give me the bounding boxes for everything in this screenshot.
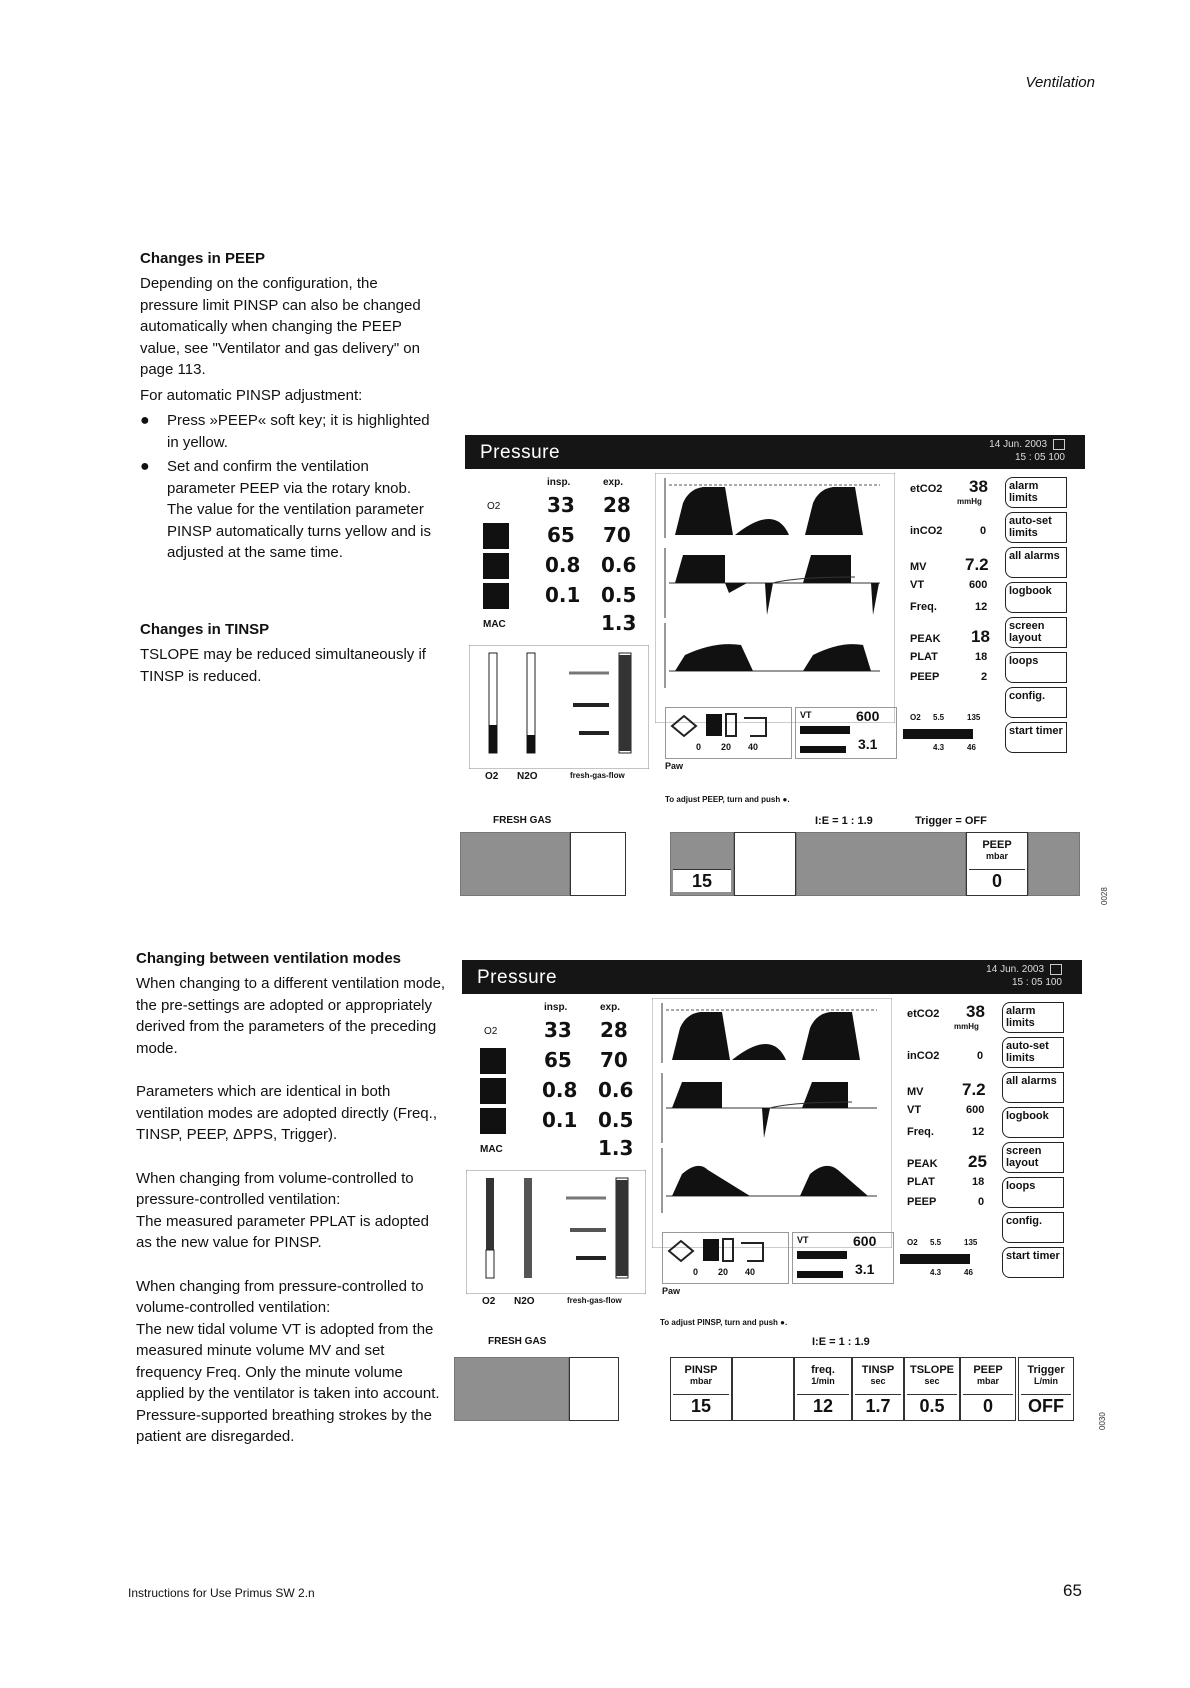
trigger-softkey-label: Trigger	[1027, 1364, 1065, 1376]
screen-layout-key[interactable]: screen layout	[1002, 1142, 1064, 1173]
o2-insp-value: 33	[547, 493, 575, 517]
paragraph: Parameters which are identical in both ventilation modes are adopted directly (Freq., TINSP, PEEP, ΔPPS, Trigger).	[136, 1083, 437, 1143]
vt-value: 600	[966, 1104, 985, 1116]
agent-color-block	[483, 523, 509, 549]
screen-title-bar	[465, 435, 1085, 469]
fresh-gas-label: FRESH GAS	[493, 815, 552, 826]
logbook-key[interactable]: logbook	[1002, 1107, 1064, 1138]
ventilator-screen-1	[465, 435, 1085, 905]
paragraph: When changing to a different ventilation mode, the pre-settings are adopted or appropriately derived from the parameters of the preceding mode.	[136, 975, 446, 1057]
volumeter-bar	[800, 746, 846, 753]
fresh-gas-softkey-2[interactable]	[570, 832, 626, 896]
peep-softkey-unit: mbar	[985, 851, 1008, 861]
fresh-gas-softkey[interactable]	[454, 1357, 569, 1421]
pinsp-value: 15	[673, 869, 731, 892]
all-alarms-key[interactable]: all alarms	[1005, 547, 1067, 578]
tslope-softkey[interactable]	[904, 1357, 960, 1421]
air-value-a: 4.3	[930, 1268, 942, 1277]
insp-label: insp.	[544, 1002, 568, 1013]
inco2-label: inCO2	[907, 1050, 940, 1062]
peep-softkey[interactable]	[960, 1357, 1016, 1421]
all-alarms-key[interactable]: all alarms	[1002, 1072, 1064, 1103]
air-supply-bar	[900, 1254, 970, 1264]
date-label: 14 Jun. 2003	[989, 439, 1047, 450]
agent2-exp-value: 0.5	[598, 1108, 634, 1132]
peep-label: PEEP	[907, 1196, 937, 1208]
paragraph: When changing from pressure-controlled to volume-controlled ventilation:	[136, 1277, 424, 1316]
etco2-value: 38	[969, 477, 988, 496]
scale-40: 40	[748, 742, 759, 752]
timing-softkeys[interactable]	[796, 832, 966, 896]
start-timer-key[interactable]: start timer	[1005, 722, 1067, 753]
paw-label: Paw	[665, 761, 684, 771]
o2-label: O2	[484, 1026, 498, 1037]
o2-bar-label: O2	[485, 771, 499, 782]
section-title-tinsp: Changes in TINSP	[140, 621, 270, 638]
adjust-hint: To adjust PINSP, turn and push ●.	[660, 1318, 788, 1327]
time-label: 15 : 05 100	[1011, 977, 1062, 988]
screen-layout-key[interactable]: screen layout	[1005, 617, 1067, 648]
date-time	[986, 963, 1062, 989]
config-key[interactable]: config.	[1002, 1212, 1064, 1243]
vt-panel-value: 600	[856, 708, 880, 724]
agent-color-block	[480, 1108, 506, 1134]
vt-value: 600	[969, 579, 988, 591]
o2-insp-value: 33	[544, 1018, 572, 1042]
o2-exp-value: 28	[603, 493, 631, 517]
section-title-modes: Changing between ventilation modes	[136, 950, 402, 967]
paragraph: The new tidal volume VT is adopted from the measured minute volume MV and set frequency Freq. Only the minute volume applied by the ventilator is taken into account. Pressure-supported breathing strokes by the patient are disregarded.	[136, 1320, 440, 1445]
waveform-display	[655, 473, 895, 723]
peep-softkey-label: PEEP	[973, 1364, 1003, 1376]
adjust-hint: To adjust PEEP, turn and push ●.	[665, 795, 790, 804]
etco2-label: etCO2	[910, 483, 943, 495]
agent2-insp-value: 0.1	[545, 583, 581, 607]
air-value-a: 4.3	[933, 743, 945, 752]
fresh-gas-softkey[interactable]	[460, 832, 570, 896]
mac-value: 1.3	[601, 611, 637, 635]
o2-cylinder-value: 5.5	[933, 713, 945, 722]
logbook-key[interactable]: logbook	[1005, 582, 1067, 613]
trigger-status: Trigger = OFF	[915, 815, 987, 827]
peep-value: 2	[981, 671, 988, 683]
vt-panel-label: VT	[797, 1235, 809, 1245]
air-value-b: 46	[964, 1268, 973, 1277]
fresh-gas-flow-label: fresh-gas-flow	[570, 771, 625, 780]
freq-label: Freq.	[910, 601, 937, 613]
bullet-item: ● Press »PEEP« soft key; it is highlighted in yellow.	[140, 410, 440, 453]
ventilator-screen-2	[462, 960, 1082, 1430]
waveform-display	[652, 998, 892, 1248]
plat-value: 18	[972, 1176, 985, 1188]
inco2-label: inCO2	[910, 525, 943, 537]
pinsp-softkey-label: PINSP	[684, 1364, 718, 1376]
o2-label: O2	[487, 501, 501, 512]
n2o-insp-value: 65	[544, 1048, 572, 1072]
auto-set-limits-key[interactable]: auto-set limits	[1005, 512, 1067, 543]
fresh-gas-label: FRESH GAS	[488, 1336, 547, 1347]
paragraph: When changing from volume-controlled to pressure-controlled ventilation:	[136, 1169, 414, 1208]
agent-color-block	[483, 553, 509, 579]
volumeter-value: 3.1	[855, 1261, 875, 1277]
peep-softkey[interactable]	[966, 832, 1028, 896]
exp-label: exp.	[600, 1002, 621, 1013]
tslope-softkey-label: TSLOPE	[909, 1364, 954, 1376]
section-title-peep: Changes in PEEP	[140, 250, 266, 267]
time-label: 15 : 05 100	[1014, 452, 1065, 463]
config-key[interactable]: config.	[1005, 687, 1067, 718]
mv-label: MV	[907, 1086, 924, 1098]
o2-exp-value: 28	[600, 1018, 628, 1042]
n2o-exp-value: 70	[600, 1048, 628, 1072]
volumeter-value: 3.1	[858, 736, 878, 752]
freq-softkey-unit: 1/min	[811, 1376, 835, 1386]
date-time	[989, 438, 1065, 464]
o2-bar-label: O2	[482, 1296, 496, 1307]
etco2-label: etCO2	[907, 1008, 940, 1020]
trigger-softkey[interactable]	[1028, 832, 1080, 896]
section-tinsp	[140, 621, 440, 691]
mac-label: MAC	[483, 619, 506, 630]
footer-title: Instructions for Use Primus SW 2.n	[128, 1586, 315, 1600]
fresh-gas-flow-label: fresh-gas-flow	[567, 1296, 622, 1305]
agent-exp-value: 0.6	[601, 553, 637, 577]
vt-bar	[797, 1251, 847, 1259]
page-number: 65	[1063, 1581, 1082, 1600]
pinsp-softkey[interactable]	[670, 1357, 732, 1421]
agent-insp-value: 0.8	[542, 1078, 578, 1102]
measured-values	[892, 998, 1002, 1298]
peak-label: PEAK	[910, 633, 941, 645]
alarm-limits-key[interactable]: alarm limits	[1002, 1002, 1064, 1033]
blank-softkey[interactable]	[732, 1357, 794, 1421]
mac-label: MAC	[480, 1144, 503, 1155]
inco2-value: 0	[977, 1050, 984, 1062]
agent2-exp-value: 0.5	[601, 583, 637, 607]
scale-40: 40	[745, 1267, 756, 1277]
gas-monitor	[465, 473, 655, 833]
breathing-circuit-icon	[666, 708, 791, 742]
agent-insp-value: 0.8	[545, 553, 581, 577]
n2o-exp-value: 70	[603, 523, 631, 547]
vt-bar	[800, 726, 850, 734]
pipeline-value: 135	[964, 1238, 978, 1247]
agent-color-block	[483, 583, 509, 609]
gas-monitor	[462, 998, 652, 1358]
peep-softkey-value: 0	[969, 869, 1025, 892]
loops-key[interactable]: loops	[1005, 652, 1067, 683]
bullet-item: ● Set and confirm the ventilation parameter PEEP via the rotary knob. The value for the ventilation parameter PINSP automatically turns yellow and is adjusted at the same time.	[140, 456, 440, 564]
mac-value: 1.3	[598, 1136, 634, 1160]
date-label: 14 Jun. 2003	[986, 964, 1044, 975]
ie-ratio: I:E = 1 : 1.9	[812, 1336, 870, 1348]
pinsp-softkey-value: 15	[673, 1394, 729, 1417]
ie-ratio: I:E = 1 : 1.9	[815, 815, 873, 827]
agent-exp-value: 0.6	[598, 1078, 634, 1102]
breathing-system-panel	[662, 1232, 789, 1284]
scale-0: 0	[693, 1267, 699, 1277]
scale-0: 0	[696, 742, 702, 752]
fresh-gas-softkey-2[interactable]	[569, 1357, 619, 1421]
n2o-bar-label: N2O	[514, 1296, 535, 1307]
start-timer-key[interactable]: start timer	[1002, 1247, 1064, 1278]
alarm-limits-key[interactable]: alarm limits	[1005, 477, 1067, 508]
tinsp-softkey-value: 1.7	[855, 1394, 901, 1417]
pipeline-value: 135	[967, 713, 981, 722]
battery-icon	[1050, 964, 1062, 975]
peep-softkey-value: 0	[963, 1394, 1013, 1417]
breathing-circuit-icon	[663, 1233, 788, 1267]
o2-label-small: O2	[907, 1238, 918, 1247]
plat-label: PLAT	[910, 651, 938, 663]
tinsp-softkey-unit: sec	[870, 1376, 886, 1386]
paragraph: TSLOPE may be reduced simultaneously if TINSP is reduced.	[140, 646, 426, 685]
o2-label-small: O2	[910, 713, 921, 722]
plat-value: 18	[975, 651, 988, 663]
paragraph: Depending on the configuration, the pressure limit PINSP can also be changed automatically when changing the PEEP value, see "Ventilator and gas delivery" on page 113.	[140, 275, 421, 378]
bullet-list	[140, 410, 440, 564]
plat-label: PLAT	[907, 1176, 935, 1188]
running-header: Ventilation	[1025, 74, 1095, 91]
freq-label: Freq.	[907, 1126, 934, 1138]
vt-panel	[792, 1232, 894, 1284]
figure-id: 0028	[1100, 887, 1109, 905]
air-supply-bar	[903, 729, 973, 739]
tinsp-softkey[interactable]	[852, 1357, 904, 1421]
insp-label: insp.	[547, 477, 571, 488]
exp-label: exp.	[603, 477, 624, 488]
peep-value: 0	[978, 1196, 985, 1208]
freq-softkey-value: 12	[797, 1394, 849, 1417]
etco2-value: 38	[966, 1002, 985, 1021]
paragraph: The measured parameter PPLAT is adopted as the new value for PINSP.	[136, 1212, 429, 1251]
peep-label: PEEP	[910, 671, 940, 683]
n2o-bar-label: N2O	[517, 771, 538, 782]
vt-panel-value: 600	[853, 1233, 877, 1249]
peak-label: PEAK	[907, 1158, 938, 1170]
scale-20: 20	[721, 742, 732, 752]
trigger-softkey-value: OFF	[1021, 1394, 1071, 1417]
screen-title-bar	[462, 960, 1082, 994]
agent-color-block	[480, 1048, 506, 1074]
paragraph: For automatic PINSP adjustment:	[140, 386, 363, 404]
loops-key[interactable]: loops	[1002, 1177, 1064, 1208]
freq-value: 12	[972, 1126, 985, 1138]
peep-softkey-unit: mbar	[976, 1376, 999, 1386]
peak-value: 25	[968, 1152, 987, 1171]
agent-color-block	[480, 1078, 506, 1104]
mv-value: 7.2	[965, 555, 989, 574]
mv-label: MV	[910, 561, 927, 573]
volumeter-bar	[797, 1271, 843, 1278]
vt-label: VT	[910, 579, 925, 591]
trigger-softkey-unit: L/min	[1034, 1376, 1058, 1386]
breathing-system-panel	[665, 707, 792, 759]
auto-set-limits-key[interactable]: auto-set limits	[1002, 1037, 1064, 1068]
freq-softkey[interactable]	[794, 1357, 852, 1421]
flow-bar-graphs	[469, 645, 649, 769]
tslope-softkey-value: 0.5	[907, 1394, 957, 1417]
battery-icon	[1053, 439, 1065, 450]
tinsp-softkey-label: TINSP	[861, 1364, 895, 1376]
ventilation-mode-title: Pressure	[480, 442, 561, 463]
pinsp-softkey[interactable]	[670, 832, 734, 896]
freq-softkey-label: freq.	[811, 1364, 835, 1376]
mv-value: 7.2	[962, 1080, 986, 1099]
o2-cylinder-value: 5.5	[930, 1238, 942, 1247]
section-peep	[140, 250, 440, 567]
inco2-value: 0	[980, 525, 987, 537]
peak-value: 18	[971, 627, 990, 646]
vt-panel-label: VT	[800, 710, 812, 720]
etco2-unit: mmHg	[954, 1022, 979, 1031]
freq-value: 12	[975, 601, 988, 613]
pinsp-softkey-unit: mbar	[689, 1376, 712, 1386]
vt-label: VT	[907, 1104, 922, 1116]
section-modes	[136, 950, 446, 1452]
vt-panel	[795, 707, 897, 759]
measured-values	[895, 473, 1005, 773]
air-value-b: 46	[967, 743, 976, 752]
freq-softkey[interactable]	[734, 832, 796, 896]
tslope-softkey-unit: sec	[924, 1376, 940, 1386]
scale-20: 20	[718, 1267, 729, 1277]
flow-bar-graphs	[466, 1170, 646, 1294]
trigger-softkey[interactable]	[1018, 1357, 1074, 1421]
paw-label: Paw	[662, 1286, 681, 1296]
etco2-unit: mmHg	[957, 497, 982, 506]
figure-id: 0030	[1098, 1412, 1107, 1430]
n2o-insp-value: 65	[547, 523, 575, 547]
peep-softkey-label: PEEP	[982, 839, 1012, 851]
agent2-insp-value: 0.1	[542, 1108, 578, 1132]
ventilation-mode-title: Pressure	[477, 967, 558, 988]
